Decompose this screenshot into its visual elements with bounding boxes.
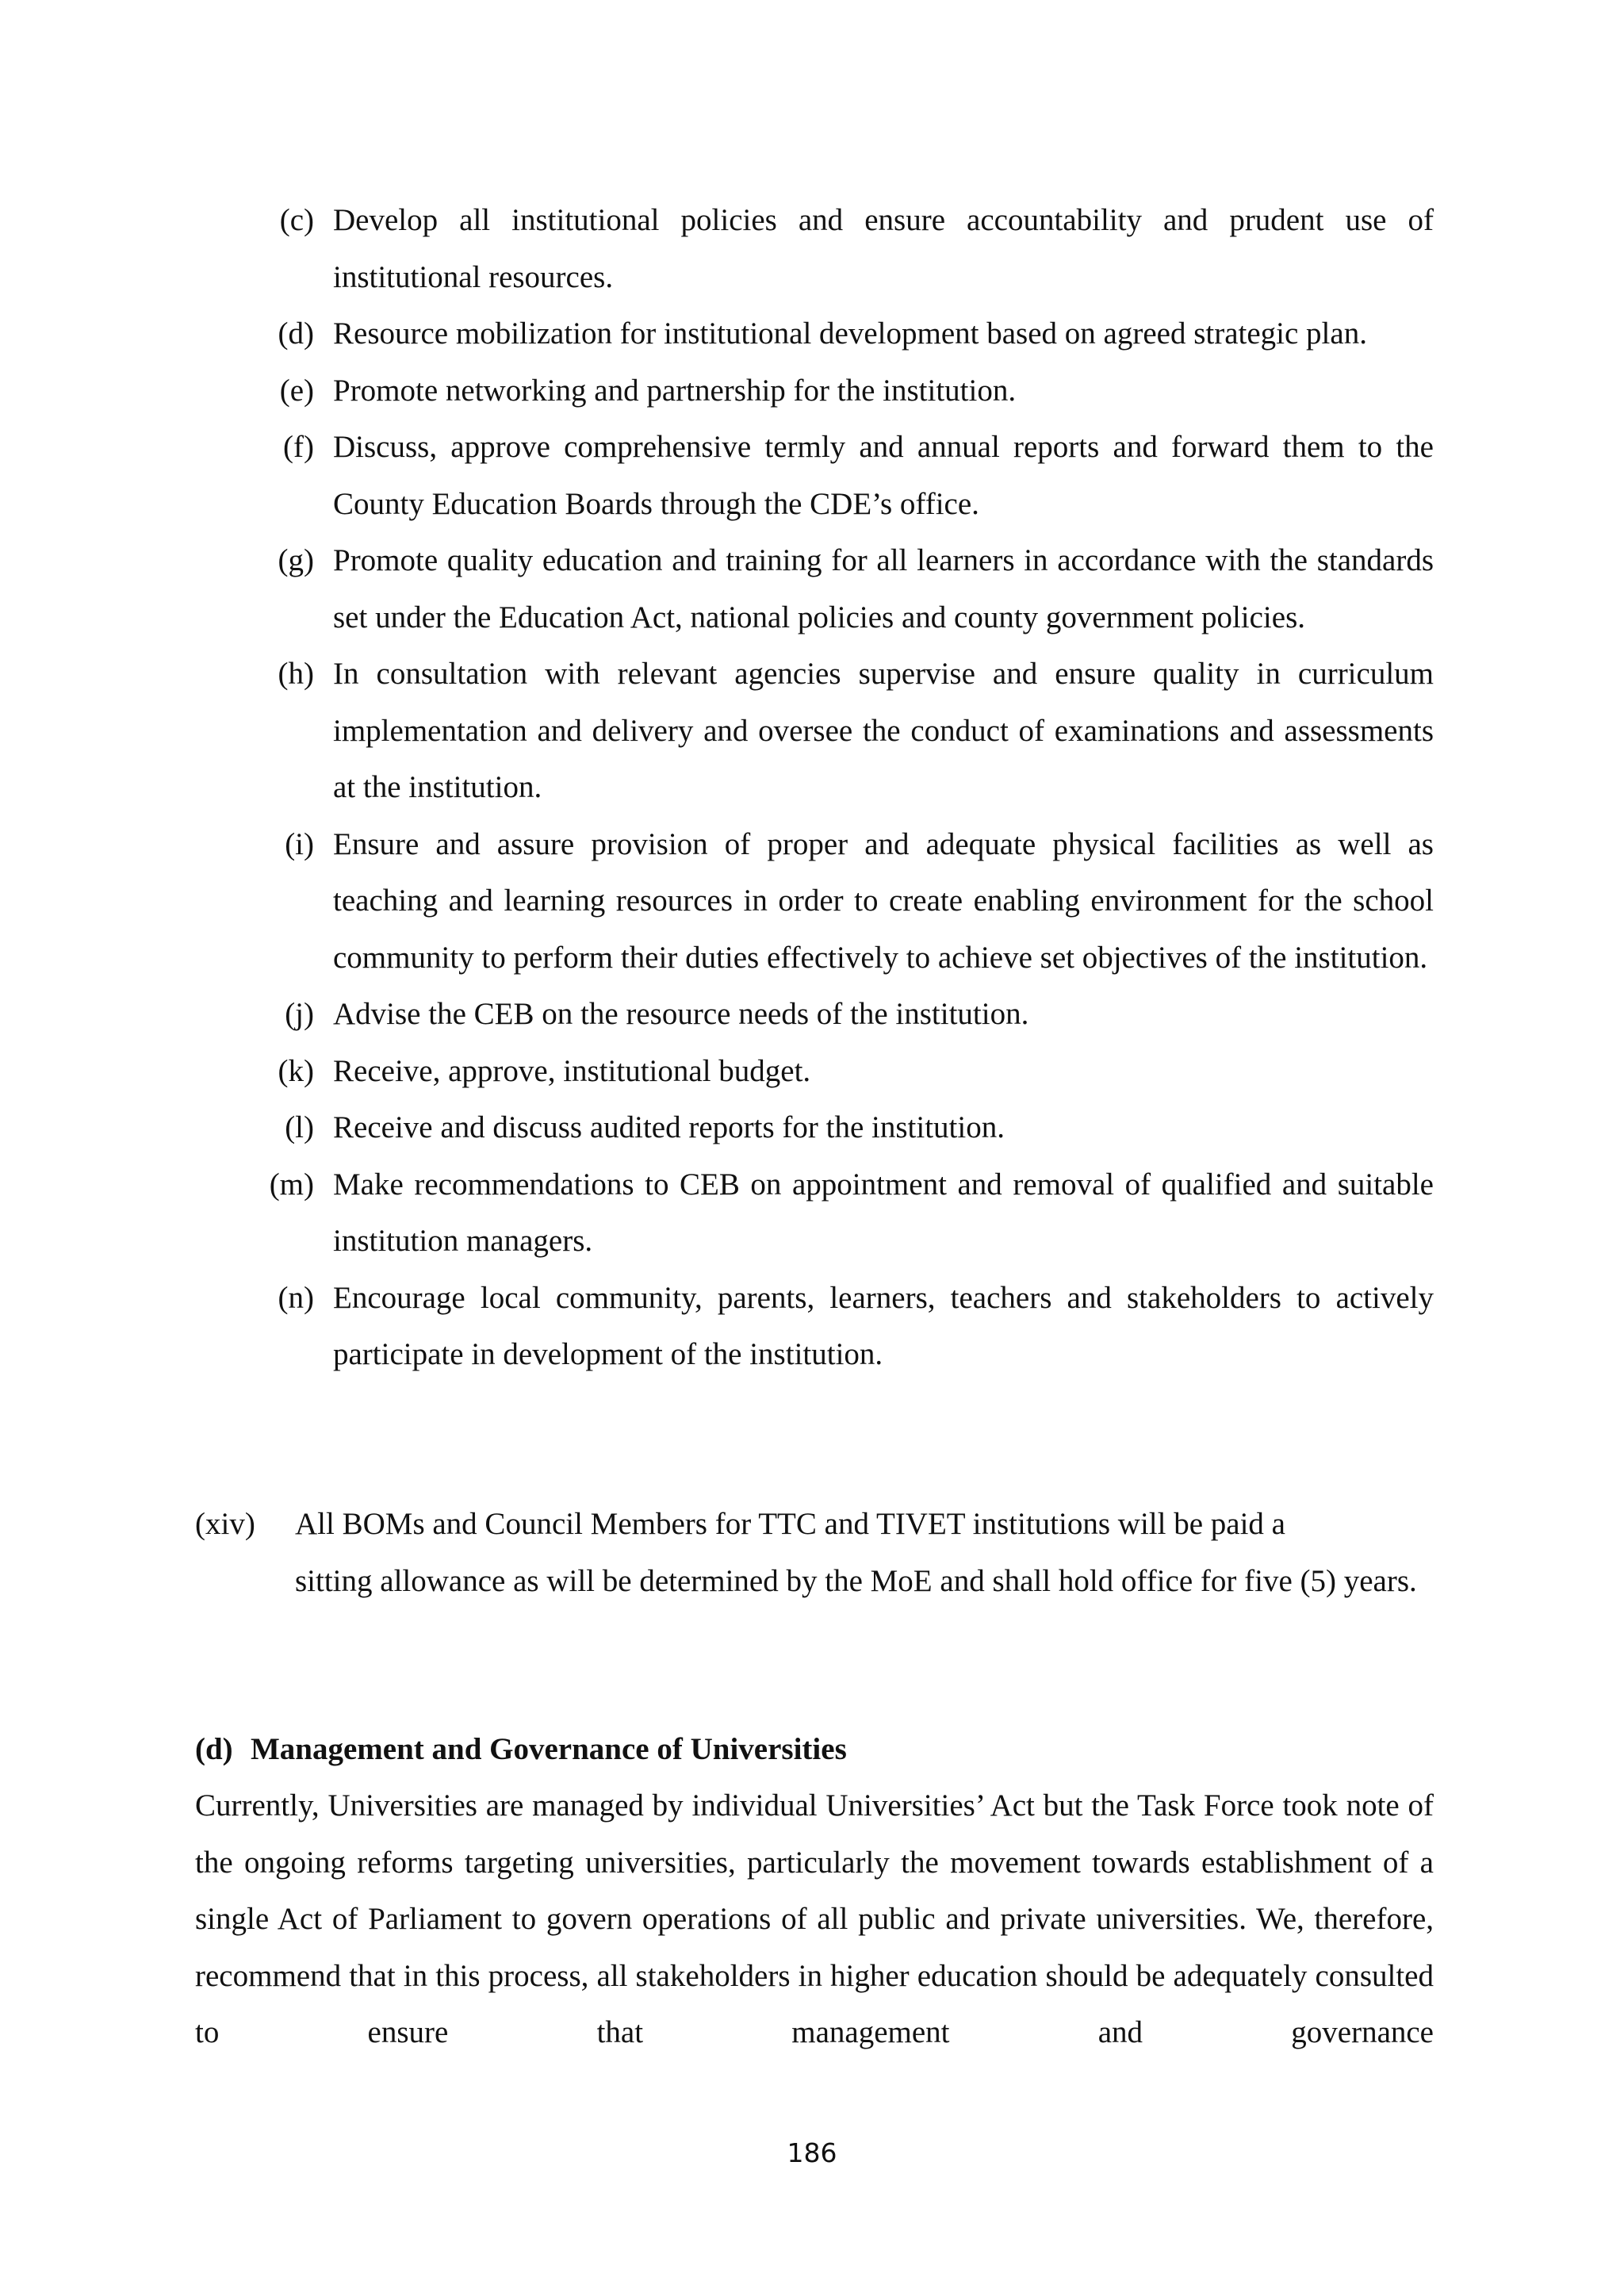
list-item-text: Discuss, approve comprehensive termly and annual reports and forward them to the County Education Boards through the CDE’s office. (333, 430, 1434, 521)
list-item (0, 532, 1624, 646)
list-item (0, 305, 1624, 362)
list-item-text: Receive and discuss audited reports for the institution. (333, 1110, 1005, 1144)
roman-item-line-2: sitting allowance as will be determined by the MoE and shall hold office for five (5) years. (295, 1563, 1417, 1598)
section-heading-title: Management and Governance of Universities (251, 1732, 847, 1766)
list-item (0, 816, 1624, 987)
roman-item-label: (xiv) (195, 1507, 255, 1541)
roman-list-item (0, 1496, 1624, 1609)
list-item-label: (g) (278, 543, 314, 577)
list-item-label: (h) (278, 657, 314, 691)
list-item-text: Advise the CEB on the resource needs of the institution. (333, 997, 1029, 1031)
functions-list (0, 192, 1624, 1383)
list-item-label: (i) (285, 826, 314, 861)
list-item (0, 419, 1624, 532)
section-heading (195, 1721, 847, 1778)
page-number: 186 (787, 2137, 837, 2168)
list-item-text: Resource mobilization for institutional development based on agreed strategic plan. (333, 316, 1367, 351)
list-item-text: Make recommendations to CEB on appointment and removal of qualified and suitable institution managers. (333, 1167, 1434, 1258)
list-item-label: (f) (283, 430, 314, 464)
list-item-label: (n) (278, 1280, 314, 1315)
list-item (0, 1043, 1624, 1100)
list-item-label: (e) (279, 373, 314, 408)
list-item-text: Develop all institutional policies and ensure accountability and prudent use of institutional resources. (333, 203, 1434, 294)
list-item-text: Receive, approve, institutional budget. (333, 1053, 811, 1088)
list-item (0, 1270, 1624, 1383)
list-item (0, 362, 1624, 420)
list-item-text: Promote networking and partnership for the institution. (333, 373, 1017, 408)
list-item-text: Encourage local community, parents, learners, teachers and stakeholders to actively participate in development of the institution. (333, 1280, 1434, 1371)
list-item-label: (c) (279, 203, 314, 237)
list-item-label: (l) (285, 1110, 314, 1144)
list-item-text: Promote quality education and training for all learners in accordance with the standards set under the Education Act, national policies and county government policies. (333, 543, 1434, 634)
list-item-label: (k) (278, 1053, 314, 1088)
list-item (0, 1099, 1624, 1156)
section-paragraph: Currently, Universities are managed by individual Universities’ Act but the Task Force took note of the ongoing reforms targeting universities, particularly the movement towards establishment of a single Act of Parliament to govern operations of all public and private universities. We, therefore, recommend that in this process, all stakeholders in higher education should be adequately consulted to ensure that management and governance (195, 1788, 1434, 2049)
list-item (0, 986, 1624, 1043)
list-item-label: (m) (269, 1167, 314, 1202)
list-item (0, 646, 1624, 816)
list-item-text: Ensure and assure provision of proper and adequate physical facilities as well as teaching and learning resources in order to create enabling environment for the school community to perform their duties effectively to achieve set objectives of the institution. (333, 826, 1434, 975)
list-item-text: In consultation with relevant agencies supervise and ensure quality in curriculum implementation and delivery and oversee the conduct of examinations and assessments at the institution. (333, 657, 1434, 804)
roman-item-text (295, 1496, 1434, 1609)
list-item (0, 192, 1624, 305)
list-item-label: (j) (285, 997, 314, 1031)
list-item-label: (d) (278, 316, 314, 351)
section-heading-label: (d) (195, 1732, 233, 1766)
roman-item-line-1: All BOMs and Council Members for TTC and TIVET institutions will be paid a (295, 1507, 1285, 1541)
list-item (0, 1156, 1624, 1270)
